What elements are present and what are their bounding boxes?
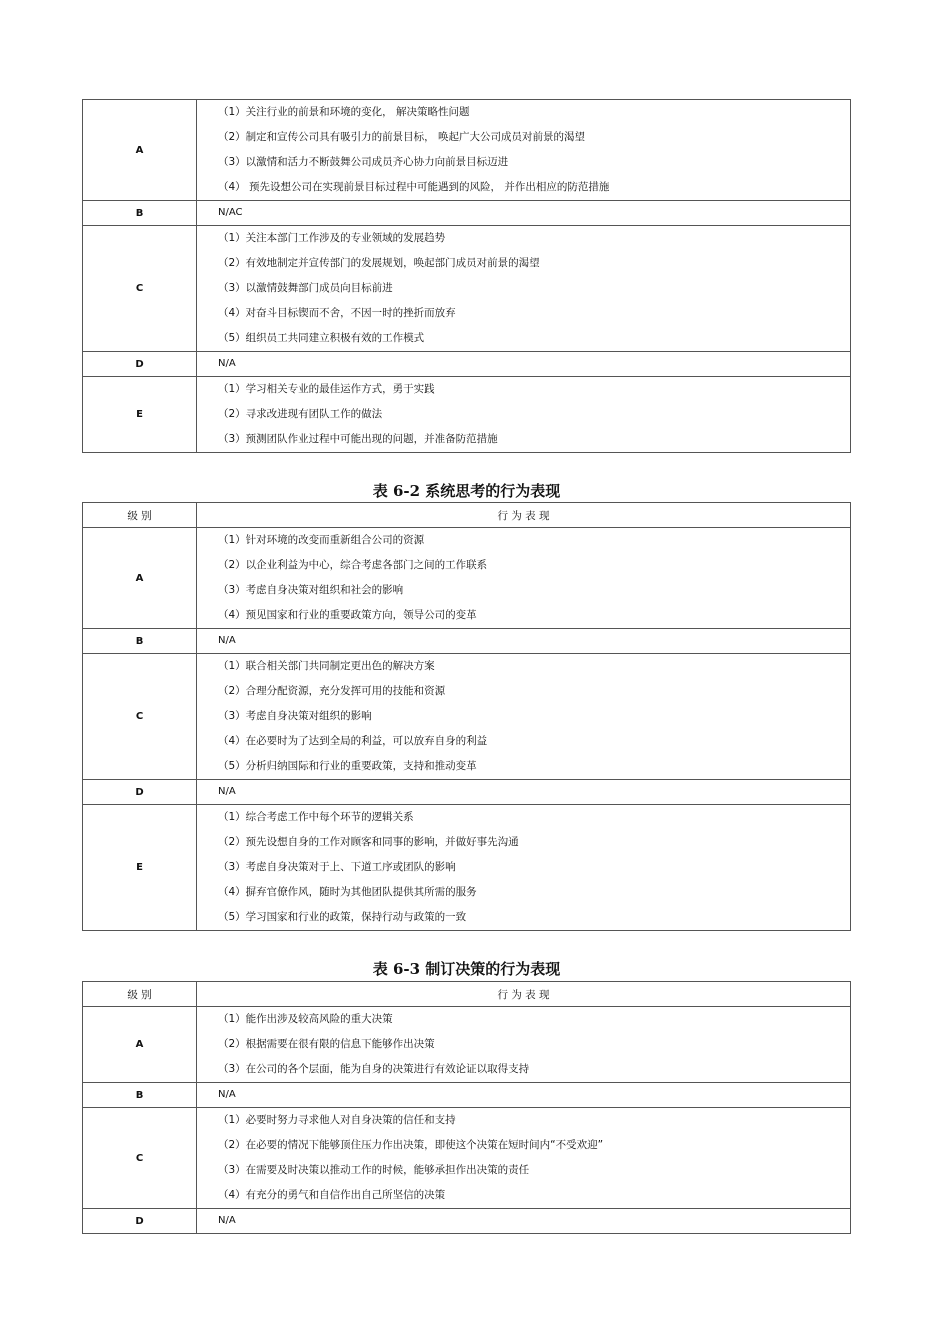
behavior-item: （3）考虑自身决策对组织和社会的影响 (218, 584, 404, 596)
behavior-table-3 (82, 981, 851, 1234)
behavior-cell (197, 629, 851, 654)
behavior-item: （4）有充分的勇气和自信作出自己所坚信的决策 (218, 1189, 446, 1201)
header-row (83, 503, 851, 528)
behavior-item: （3）在公司的各个层面，能为自身的决策进行有效论证以取得支持 (218, 1063, 530, 1075)
behavior-item: （1）学习相关专业的最佳运作方式，勇于实践 (218, 383, 435, 395)
behavior-table-2 (82, 502, 851, 931)
behavior-item: （2）有效地制定并宣传部门的发展规划，唤起部门成员对前景的渴望 (218, 257, 540, 269)
behavior-item: （2）制定和宣传公司具有吸引力的前景目标， 唤起广大公司成员对前景的渴望 (218, 131, 586, 143)
level-cell: C (83, 226, 197, 352)
level-cell: C (83, 1108, 197, 1209)
level-cell: B (83, 201, 197, 226)
behavior-item: （4）摒弃官僚作风，随时为其他团队提供其所需的服务 (218, 886, 477, 898)
level-cell: C (83, 654, 197, 780)
behavior-item: （3）考虑自身决策对组织的影响 (218, 710, 372, 722)
table-row (83, 100, 851, 201)
behavior-item: （5）分析归纳国际和行业的重要政策，支持和推动变革 (218, 760, 477, 772)
level-cell: E (83, 377, 197, 453)
behavior-cell (197, 201, 851, 226)
table-row (83, 201, 851, 226)
behavior-cell (197, 528, 851, 629)
behavior-item: （5）学习国家和行业的政策，保持行动与政策的一致 (218, 911, 467, 923)
behavior-item: （3）预测团队作业过程中可能出现的问题，并准备防范措施 (218, 433, 498, 445)
behavior-item: N/AC (218, 207, 243, 218)
behavior-item: （3）以激情和活力不断鼓舞公司成员齐心协力向前景目标迈进 (218, 156, 509, 168)
behavior-item: （4）预见国家和行业的重要政策方向，领导公司的变革 (218, 609, 477, 621)
behavior-cell (197, 1108, 851, 1209)
behavior-item: （1）必要时努力寻求他人对自身决策的信任和支持 (218, 1114, 456, 1126)
behavior-item: （2）根据需要在很有限的信息下能够作出决策 (218, 1038, 435, 1050)
table-row (83, 528, 851, 629)
behavior-item: （3）考虑自身决策对于上、下道工序或团队的影响 (218, 861, 456, 873)
table-row (83, 805, 851, 931)
behavior-item: （2）在必要的情况下能够顶住压力作出决策，即使这个决策在短时间内“不受欢迎” (218, 1139, 604, 1151)
behavior-item: （4） 预先设想公司在实现前景目标过程中可能遇到的风险， 并作出相应的防范措施 (218, 181, 610, 193)
behavior-item: （5）组织员工共同建立积极有效的工作模式 (218, 332, 425, 344)
behavior-item: （1）能作出涉及较高风险的重大决策 (218, 1013, 393, 1025)
behavior-item: （4）对奋斗目标锲而不舍，不因一时的挫折而放弃 (218, 307, 456, 319)
level-cell: A (83, 100, 197, 201)
behavior-item: （2）合理分配资源，充分发挥可用的技能和资源 (218, 685, 446, 697)
behavior-item: N/A (218, 358, 236, 369)
level-cell: D (83, 352, 197, 377)
table-row (83, 1108, 851, 1209)
behavior-item: （2）以企业利益为中心，综合考虑各部门之间的工作联系 (218, 559, 488, 571)
behavior-item: （1）综合考虑工作中每个环节的逻辑关系 (218, 811, 414, 823)
behavior-item: （3）在需要及时决策以推动工作的时候，能够承担作出决策的责任 (218, 1164, 530, 1176)
table-row (83, 377, 851, 453)
behavior-item: （2）预先设想自身的工作对顾客和同事的影响，并做好事先沟通 (218, 836, 519, 848)
table-caption: 表 6-3 制订决策的行为表现 (372, 960, 561, 978)
table-row (83, 1209, 851, 1234)
table-row (83, 654, 851, 780)
behavior-item: N/A (218, 635, 236, 646)
behavior-item: （1）关注本部门工作涉及的专业领域的发展趋势 (218, 232, 446, 244)
behavior-cell (197, 377, 851, 453)
behavior-item: （1）联合相关部门共同制定更出色的解决方案 (218, 660, 435, 672)
level-cell: A (83, 528, 197, 629)
level-cell: B (83, 1083, 197, 1108)
level-cell: A (83, 1007, 197, 1083)
behavior-item: （1）针对环境的改变而重新组合公司的资源 (218, 534, 425, 546)
header-behavior: 行 为 表 现 (197, 503, 851, 528)
behavior-cell (197, 100, 851, 201)
table-row (83, 780, 851, 805)
behavior-item: （4）在必要时为了达到全局的利益，可以放弃自身的利益 (218, 735, 488, 747)
behavior-table-1 (82, 99, 851, 453)
header-level: 级 别 (83, 503, 197, 528)
behavior-cell (197, 654, 851, 780)
table-row (83, 1007, 851, 1083)
behavior-cell (197, 805, 851, 931)
behavior-cell (197, 352, 851, 377)
table-row (83, 352, 851, 377)
behavior-item: N/A (218, 1089, 236, 1100)
table-row (83, 226, 851, 352)
behavior-item: N/A (218, 1215, 236, 1226)
header-row (83, 982, 851, 1007)
behavior-item: （3）以激情鼓舞部门成员向目标前进 (218, 282, 393, 294)
behavior-cell (197, 1209, 851, 1234)
table-row (83, 629, 851, 654)
table-row (83, 1083, 851, 1108)
behavior-item: （2）寻求改进现有团队工作的做法 (218, 408, 383, 420)
level-cell: D (83, 780, 197, 805)
level-cell: E (83, 805, 197, 931)
behavior-cell (197, 1083, 851, 1108)
level-cell: D (83, 1209, 197, 1234)
level-cell: B (83, 629, 197, 654)
table-caption: 表 6-2 系统思考的行为表现 (372, 482, 561, 500)
header-level: 级 别 (83, 982, 197, 1007)
behavior-item: （1）关注行业的前景和环境的变化， 解决策略性问题 (218, 106, 470, 118)
behavior-cell (197, 1007, 851, 1083)
behavior-cell (197, 226, 851, 352)
behavior-cell (197, 780, 851, 805)
behavior-item: N/A (218, 786, 236, 797)
header-behavior: 行 为 表 现 (197, 982, 851, 1007)
